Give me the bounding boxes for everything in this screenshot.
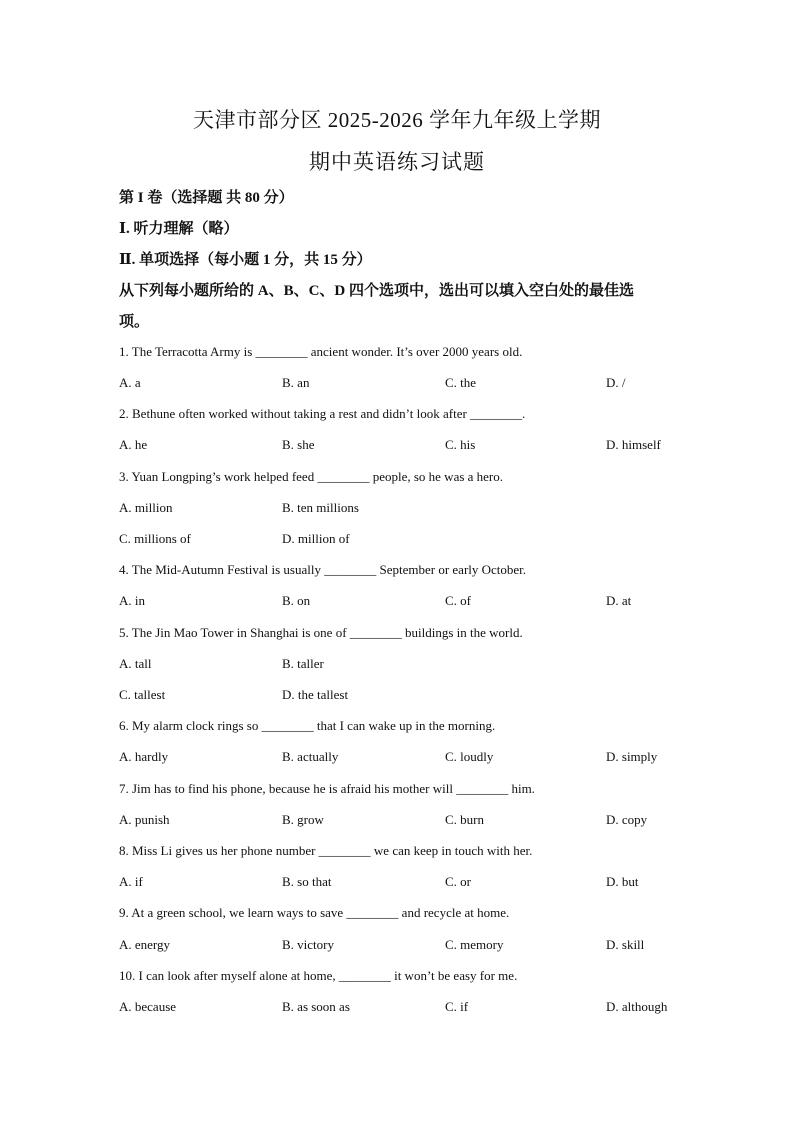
option-b: B. an (282, 375, 310, 390)
option-b: B. on (282, 593, 311, 608)
option-a: A. tall (119, 656, 152, 671)
option-a: A. punish (119, 812, 170, 827)
question-stem: 1. The Terracotta Army is ________ ancient wonder. It’s over 2000 years old. (119, 344, 523, 359)
instruction-text-cont: 项。 (119, 314, 150, 330)
option-d: D. but (606, 874, 639, 889)
question-stem: 7. Jim has to find his phone, because he is afraid his mother will ________ him. (119, 781, 535, 796)
option-b: B. actually (282, 749, 339, 764)
option-b: B. she (282, 437, 315, 452)
option-c: C. memory (445, 937, 504, 952)
option-a: A. in (119, 593, 145, 608)
option-b: B. as soon as (282, 999, 350, 1014)
option-c: C. loudly (445, 749, 494, 764)
option-d: D. / (606, 375, 626, 390)
question-stem: 9. At a green school, we learn ways to save ________ and recycle at home. (119, 905, 510, 920)
option-c: C. his (445, 437, 476, 452)
option-b: B. taller (282, 656, 324, 671)
option-d: D. skill (606, 937, 645, 952)
question-stem: 10. I can look after myself alone at home, ________ it won’t be easy for me. (119, 968, 518, 983)
option-b: B. victory (282, 937, 334, 952)
option-c: C. if (445, 999, 469, 1014)
exam-title-line2: 期中英语练习试题 (309, 150, 485, 174)
option-d: D. million of (282, 531, 350, 546)
question-stem: 2. Bethune often worked without taking a rest and didn’t look after ________. (119, 406, 526, 421)
option-d: D. the tallest (282, 687, 349, 702)
option-a: A. because (119, 999, 177, 1014)
option-d: D. at (606, 593, 632, 608)
question-stem: 6. My alarm clock rings so ________ that I can wake up in the morning. (119, 718, 496, 733)
option-a: A. he (119, 437, 148, 452)
option-d: D. although (606, 999, 668, 1014)
option-a: A. million (119, 500, 173, 515)
question-stem: 4. The Mid-Autumn Festival is usually ________ September or early October. (119, 562, 527, 577)
option-b: B. grow (282, 812, 324, 827)
option-c: C. of (445, 593, 471, 608)
option-a: A. if (119, 874, 143, 889)
option-d: D. himself (606, 437, 661, 452)
option-a: A. a (119, 375, 141, 390)
exam-title-line1: 天津市部分区 2025-2026 学年九年级上学期 (193, 108, 601, 132)
single-choice-heading: Ⅱ. 单项选择（每小题 1 分，共 15 分） (119, 252, 372, 268)
option-b: B. so that (282, 874, 332, 889)
option-a: A. hardly (119, 749, 169, 764)
option-d: D. copy (606, 812, 648, 827)
question-stem: 3. Yuan Longping’s work helped feed ________ people, so he was a hero. (119, 469, 504, 484)
option-c: C. millions of (119, 531, 191, 546)
option-c: C. or (445, 874, 471, 889)
option-c: C. tallest (119, 687, 166, 702)
option-d: D. simply (606, 749, 658, 764)
question-stem: 5. The Jin Mao Tower in Shanghai is one of ________ buildings in the world. (119, 625, 523, 640)
instruction-text: 从下列每小题所给的 A、B、C、D 四个选项中，选出可以填入空白处的最佳选 (119, 283, 635, 299)
option-c: C. burn (445, 812, 484, 827)
part-heading: 第 I 卷（选择题 共 80 分） (119, 190, 294, 206)
option-c: C. the (445, 375, 477, 390)
question-stem: 8. Miss Li gives us her phone number ________ we can keep in touch with her. (119, 843, 533, 858)
listening-heading: Ⅰ. 听力理解（略） (119, 221, 239, 237)
option-a: A. energy (119, 937, 171, 952)
option-b: B. ten millions (282, 500, 359, 515)
